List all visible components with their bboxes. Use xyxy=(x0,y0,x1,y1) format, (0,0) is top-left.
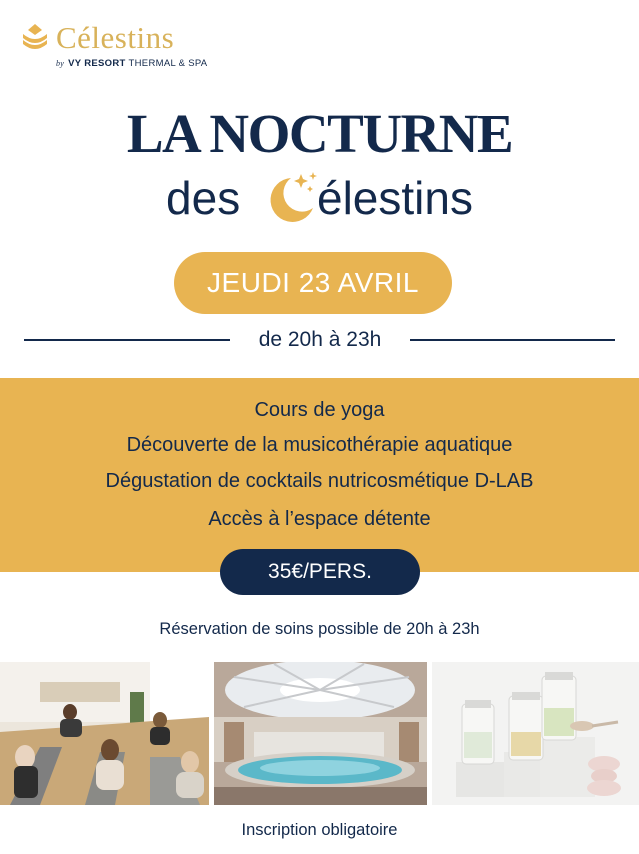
crescent-moon-with-stars-icon xyxy=(261,170,321,226)
indoor-thermal-pool-photo xyxy=(214,662,427,805)
activity-item: Accès à l’espace détente xyxy=(208,508,431,530)
brand-logo xyxy=(20,20,220,74)
divider-right xyxy=(410,339,615,341)
activity-item: Cours de yoga xyxy=(254,399,385,421)
lotus-leaf-logo-icon xyxy=(20,22,50,54)
event-date-badge: JEUDI 23 AVRIL xyxy=(174,252,452,314)
event-title: LA NOCTURNE xyxy=(126,103,513,164)
price-badge: 35€/PERS. xyxy=(220,549,420,595)
subtitle-prefix: des xyxy=(166,172,241,224)
logo-by: by xyxy=(56,59,65,68)
logo-resort: VY RESORT xyxy=(68,58,126,69)
subtitle-suffix: élestins xyxy=(316,172,473,224)
activity-item: Dégustation de cocktails nutricosmétique D-LAB xyxy=(105,470,534,492)
divider-left xyxy=(24,339,230,341)
logo-tagline xyxy=(56,58,207,69)
logo-thermal: THERMAL & SPA xyxy=(128,58,208,69)
logo-wordmark: Célestins xyxy=(56,20,175,55)
yoga-class-photo xyxy=(0,662,209,805)
dlab-product-jars-photo xyxy=(432,662,639,805)
reservation-note: Réservation de soins possible de 20h à 23h xyxy=(159,620,480,638)
registration-required-note: Inscription obligatoire xyxy=(241,821,398,839)
event-hours: de 20h à 23h xyxy=(258,328,382,351)
event-subtitle xyxy=(0,168,639,228)
activity-item: Découverte de la musicothérapie aquatique xyxy=(126,434,513,456)
